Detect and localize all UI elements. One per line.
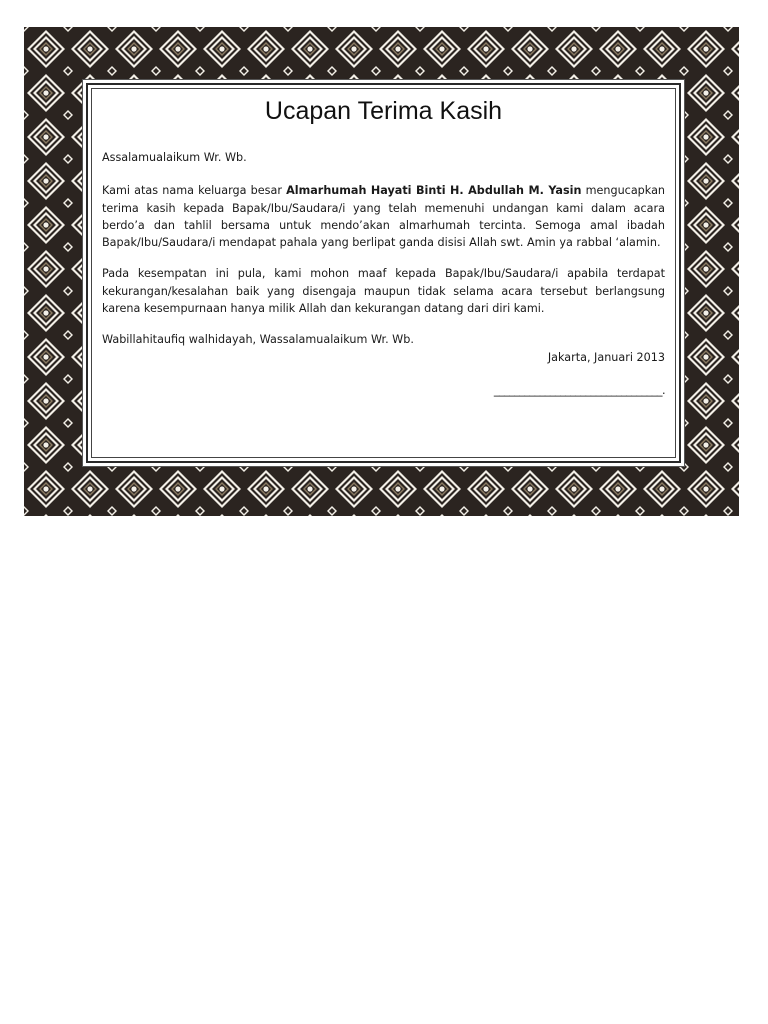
thanks-lead: Kami atas nama keluarga besar bbox=[102, 184, 282, 198]
deceased-name: Almarhumah Hayati Binti H. Abdullah M. Yasin bbox=[286, 184, 582, 198]
thanks-paragraph bbox=[102, 182, 665, 251]
signature-line: _________________________________. bbox=[493, 383, 665, 397]
closing-text: Wabillahitaufiq walhidayah, Wassalamualaikum Wr. Wb. bbox=[102, 333, 414, 347]
place-date: Jakarta, Januari 2013 bbox=[547, 350, 665, 364]
message-panel bbox=[86, 83, 681, 463]
thanks-rest: mengucapkan terima kasih kepada Bapak/Ibu/Saudara/i yang telah memenuhi undangan kami dalam acara berdo’a dan tahlil bersama untuk mendo’akan almarhumah tercinta. Semoga amal ibadah Bapak/Ibu/Saudara/i mendapat pahala yang berlipat ganda disisi Allah swt. Amin ya rabbal ‘alamin. bbox=[102, 184, 666, 250]
apology-paragraph: Pada kesempatan ini pula, kami mohon maaf kepada Bapak/Ibu/Saudara/i apabila terdapat kekurangan/kesalahan baik yang disengaja maupun tidak selama acara tersebut berlangsung karena kesempurnaan hanya milik Allah dan kekurangan datang dari diri kami. bbox=[102, 267, 665, 316]
greeting-text: Assalamualaikum Wr. Wb. bbox=[102, 151, 247, 164]
card-frame bbox=[24, 27, 739, 516]
message-body bbox=[102, 149, 665, 399]
card-title: Ucapan Terima Kasih bbox=[264, 97, 503, 125]
